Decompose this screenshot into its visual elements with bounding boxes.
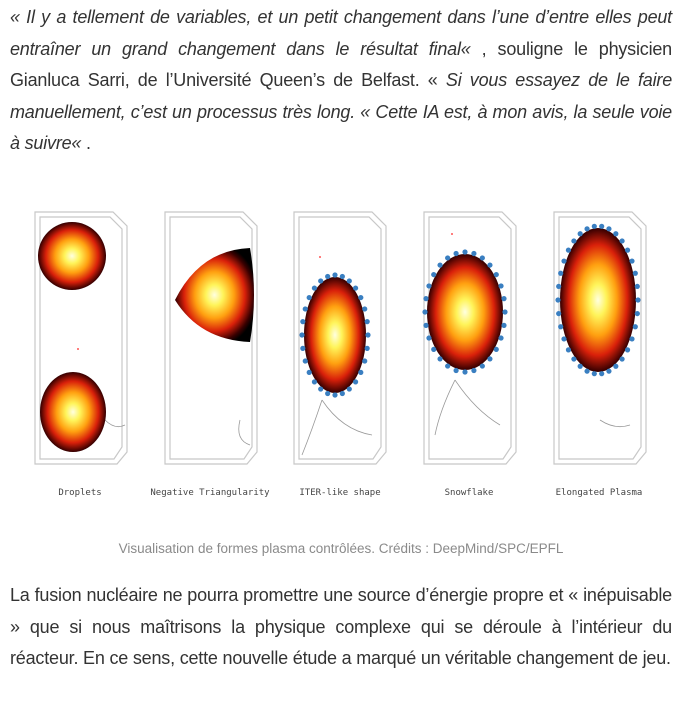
control-point <box>453 368 458 373</box>
control-point <box>566 347 571 352</box>
end-text: . <box>86 133 91 153</box>
control-point <box>625 248 630 253</box>
control-point <box>620 356 625 361</box>
control-point <box>578 364 583 369</box>
control-point <box>437 356 442 361</box>
control-point <box>422 309 427 314</box>
quote-1: « Il y a tellement de variables, et un petit changement dans l’une d’entre elles peut entraîner un grand changement dans le résultat final« <box>10 7 672 59</box>
control-point <box>445 363 450 368</box>
control-point <box>584 369 589 374</box>
control-point <box>584 226 589 231</box>
plasma-elongated <box>560 228 636 372</box>
control-point <box>620 238 625 243</box>
control-point <box>358 295 363 300</box>
control-point <box>423 323 428 328</box>
control-point <box>487 356 492 361</box>
control-point <box>426 283 431 288</box>
panel-label-droplets: Droplets <box>58 488 102 498</box>
control-point <box>365 346 370 351</box>
control-point <box>480 255 485 260</box>
control-point <box>347 386 352 391</box>
control-point <box>480 363 485 368</box>
control-point <box>633 324 638 329</box>
control-point <box>555 297 560 302</box>
control-point <box>423 296 428 301</box>
control-point <box>471 368 476 373</box>
control-point <box>599 224 604 229</box>
control-point <box>437 262 442 267</box>
attribution-text: , souligne le physicien Gianluca Sarri, de l’Université Queen’s de Belfast. « <box>10 38 672 90</box>
control-point <box>592 224 597 229</box>
control-point <box>498 335 503 340</box>
control-point <box>556 284 561 289</box>
control-point <box>633 271 638 276</box>
control-point <box>613 231 618 236</box>
control-point <box>487 262 492 267</box>
control-point <box>365 319 370 324</box>
control-point <box>347 278 352 283</box>
control-point <box>502 309 507 314</box>
body-paragraph: La fusion nucléaire ne pourra promettre une source d’énergie propre et « inépuisable » que si nous maîtrisons la physique complexe qui se déroule à l’intérieur du réacteur. En ce sens, cette nouvelle étude a marqué un véritable changement de jeu. <box>10 585 672 668</box>
control-point <box>501 323 506 328</box>
control-point <box>558 324 563 329</box>
control-point <box>318 278 323 283</box>
control-point <box>358 370 363 375</box>
control-point <box>494 347 499 352</box>
plasma-shapes-figure <box>0 200 682 520</box>
control-point <box>300 319 305 324</box>
control-point <box>498 283 503 288</box>
panel-label-snowflake: Snowflake <box>444 488 494 498</box>
panel-label-iter-like: ITER-like shape <box>299 488 381 498</box>
control-point <box>561 336 566 341</box>
control-point <box>599 371 604 376</box>
control-point <box>462 369 467 374</box>
control-point <box>625 347 630 352</box>
control-point <box>307 370 312 375</box>
control-point <box>300 346 305 351</box>
control-point <box>571 356 576 361</box>
figure-caption: Visualisation de formes plasma contrôlées. Crédits : DeepMind/SPC/EPFL <box>118 541 564 556</box>
control-point <box>635 297 640 302</box>
control-point <box>462 249 467 254</box>
control-point <box>635 311 640 316</box>
control-point <box>340 274 345 279</box>
control-point <box>340 391 345 396</box>
control-point <box>332 272 337 277</box>
plasma-snowflake <box>427 254 503 370</box>
control-point <box>365 332 370 337</box>
control-point <box>556 311 561 316</box>
control-point <box>561 258 566 263</box>
control-point <box>453 251 458 256</box>
control-point <box>494 272 499 277</box>
control-point <box>362 358 367 363</box>
control-point <box>318 386 323 391</box>
control-point <box>571 238 576 243</box>
control-point <box>325 274 330 279</box>
control-point <box>353 379 358 384</box>
control-point <box>312 379 317 384</box>
control-point <box>592 371 597 376</box>
control-point <box>558 271 563 276</box>
control-point <box>325 391 330 396</box>
control-point <box>426 335 431 340</box>
panel-label-negative-triangularity: Negative Triangularity <box>150 488 270 498</box>
quote-2: Si vous essayez de le faire manuellement, c’est un processus très long. « Cette IA est, à mon avis, la seule voie à suivre« <box>10 70 673 153</box>
panel-label-elongated: Elongated Plasma <box>555 488 643 498</box>
plasma-negative-triangularity <box>175 248 254 342</box>
control-point <box>303 358 308 363</box>
control-point <box>445 255 450 260</box>
control-point <box>431 272 436 277</box>
control-point <box>629 336 634 341</box>
control-point <box>353 285 358 290</box>
control-point <box>471 251 476 256</box>
control-point <box>299 332 304 337</box>
control-point <box>501 296 506 301</box>
control-point <box>613 364 618 369</box>
plasma-iter <box>304 277 366 393</box>
control-point <box>303 306 308 311</box>
control-point <box>312 285 317 290</box>
control-point <box>307 295 312 300</box>
control-point <box>332 392 337 397</box>
control-point <box>606 369 611 374</box>
control-point <box>606 226 611 231</box>
control-point <box>635 284 640 289</box>
control-point <box>629 258 634 263</box>
control-point <box>431 347 436 352</box>
control-point <box>362 306 367 311</box>
control-point <box>566 248 571 253</box>
quote-paragraph <box>10 2 672 160</box>
control-point <box>578 231 583 236</box>
plasma-droplets <box>38 222 106 452</box>
